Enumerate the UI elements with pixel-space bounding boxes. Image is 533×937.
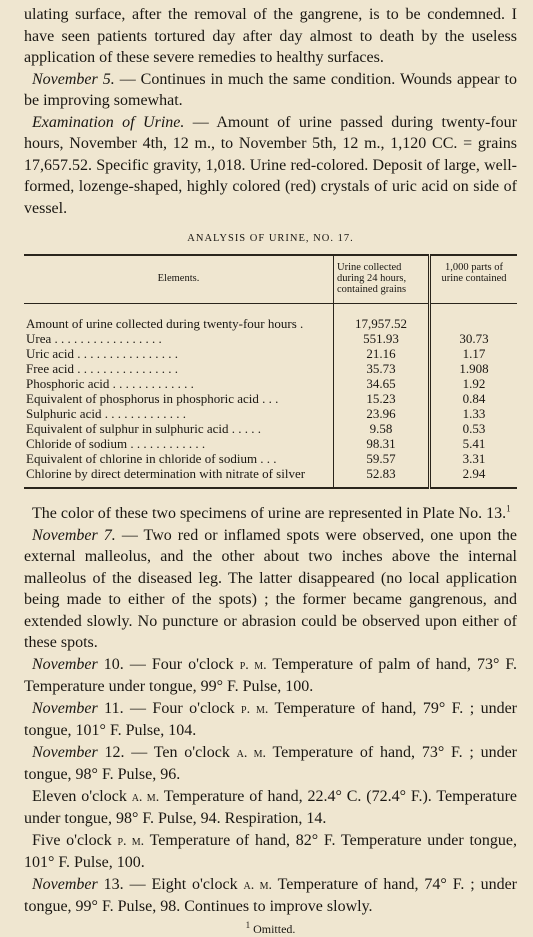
table-title: ANALYSIS OF URINE, NO. 17. (187, 233, 354, 244)
footnote (24, 919, 517, 937)
footnote-number: 1 (245, 919, 251, 930)
header-parts-per-thousand: 1,000 parts of urine contained (430, 255, 518, 304)
table-row: Free acid . . . . . . . . . . . . . . . . 35.73 1.908 (24, 361, 517, 376)
entry-november-10: November 10. — Four o'clock p. m. Temperature of palm of hand, 73° F. Temperature under tongue, 99° F. Pulse, 100. (24, 655, 518, 695)
intro-paragraph: ulating surface, after the removal of the gangrene, is to be condemned. I have seen patients tortured day after day almost to death by the useless application of these severe remedies to healthy surfaces. (24, 6, 517, 66)
table-row: Equivalent of phosphorus in phosphoric acid . . . 15.23 0.84 (24, 391, 517, 406)
table-row: Phosphoric acid . . . . . . . . . . . . . 34.65 1.92 (24, 376, 517, 391)
entry-eleven-oclock: Eleven o'clock a. m. Temperature of hand, 22.4° C. (72.4° F.). Temperature under tongue, 98° F. Pulse, 94. Respiration, 14. (24, 787, 518, 827)
entry-date: November (32, 743, 98, 761)
entry-november-11: November 11. — Four o'clock p. m. Temperature of hand, 79° F. ; under tongue, 101° F. Pulse, 104. (24, 699, 518, 739)
table-row: Sulphuric acid . . . . . . . . . . . . . 23.96 1.33 (24, 406, 517, 421)
table-row: Equivalent of sulphur in sulphuric acid . . . . . 9.58 0.53 (24, 421, 517, 436)
header-elements: Elements. (24, 255, 334, 304)
table-header-row (24, 255, 517, 304)
footnote-marker: 1 (506, 503, 511, 514)
entry-date: November 7. (32, 526, 116, 544)
table-row: Chloride of sodium . . . . . . . . . . . . 98.31 5.41 (24, 436, 517, 451)
urine-examination-paragraph (24, 112, 517, 220)
footnote-text: Omitted. (250, 921, 296, 936)
entry-text: — Two red or inflamed spots were observed, one upon the external malleolus, and the other about two inches above the internal malleolus of the diseased leg. The latter disappeared (no local application being made to either of the spots) ; the former became gangrenous, and extended slowly. No puncture or abrasion could be observed upon either of these spots. (24, 526, 518, 651)
entry-november-13: November 13. — Eight o'clock a. m. Temperature of hand, 74° F. ; under tongue, 99° F. Pulse, 98. Continues to improve slowly. (24, 875, 518, 915)
plate-reference-paragraph: The color of these two specimens of urine are represented in Plate No. 13.$^1$ (32, 503, 511, 522)
entry-november-5 (24, 69, 517, 112)
table-row: Uric acid . . . . . . . . . . . . . . . . 21.16 1.17 (24, 346, 517, 361)
table-spacer-row (24, 304, 517, 317)
urine-analysis-table (24, 254, 517, 489)
table-row: Equivalent of chlorine in chloride of sodium . . . 59.57 3.31 (24, 451, 517, 466)
table-row: Amount of urine collected during twenty-four hours . 17,957.52 (24, 316, 517, 331)
entry-date: November (32, 655, 98, 673)
examination-text: — Amount of urine passed during twenty-four hours, November 4th, 12 m., to November 5th, 12 m., 1,120 CC. = grains 17,657.52. Specific gravity, 1,018. Urine red-colored. Deposit of large, well-formed, lozenge-shaped, highly colored (red) crystals of uric acid on side of vessel. (24, 113, 517, 217)
entry-five-oclock: Five o'clock p. m. Temperature of hand, 82° F. Temperature under tongue, 101° F. Pulse, 100. (24, 831, 518, 871)
entry-text: — Continues in much the same condition. Wounds appear to be improving somewhat. (24, 70, 517, 109)
notes-section (24, 503, 517, 918)
entry-date: November (32, 875, 98, 893)
entry-date: November (32, 699, 98, 717)
table-row: Chlorine by direct determination with nitrate of silver 52.83 2.94 (24, 466, 517, 488)
entry-date: November 5. (32, 70, 115, 88)
examination-label: Examination of Urine. (32, 113, 185, 131)
entry-november-12: November 12. — Ten o'clock a. m. Temperature of hand, 73° F. ; under tongue, 98° F. Pulse, 96. (24, 743, 518, 783)
header-urine-collected: Urine collected during 24 hours, contained grains (334, 255, 430, 304)
table-row: Urea . . . . . . . . . . . . . . . . . 551.93 30.73 (24, 331, 517, 346)
entry-november-7 (24, 525, 517, 654)
